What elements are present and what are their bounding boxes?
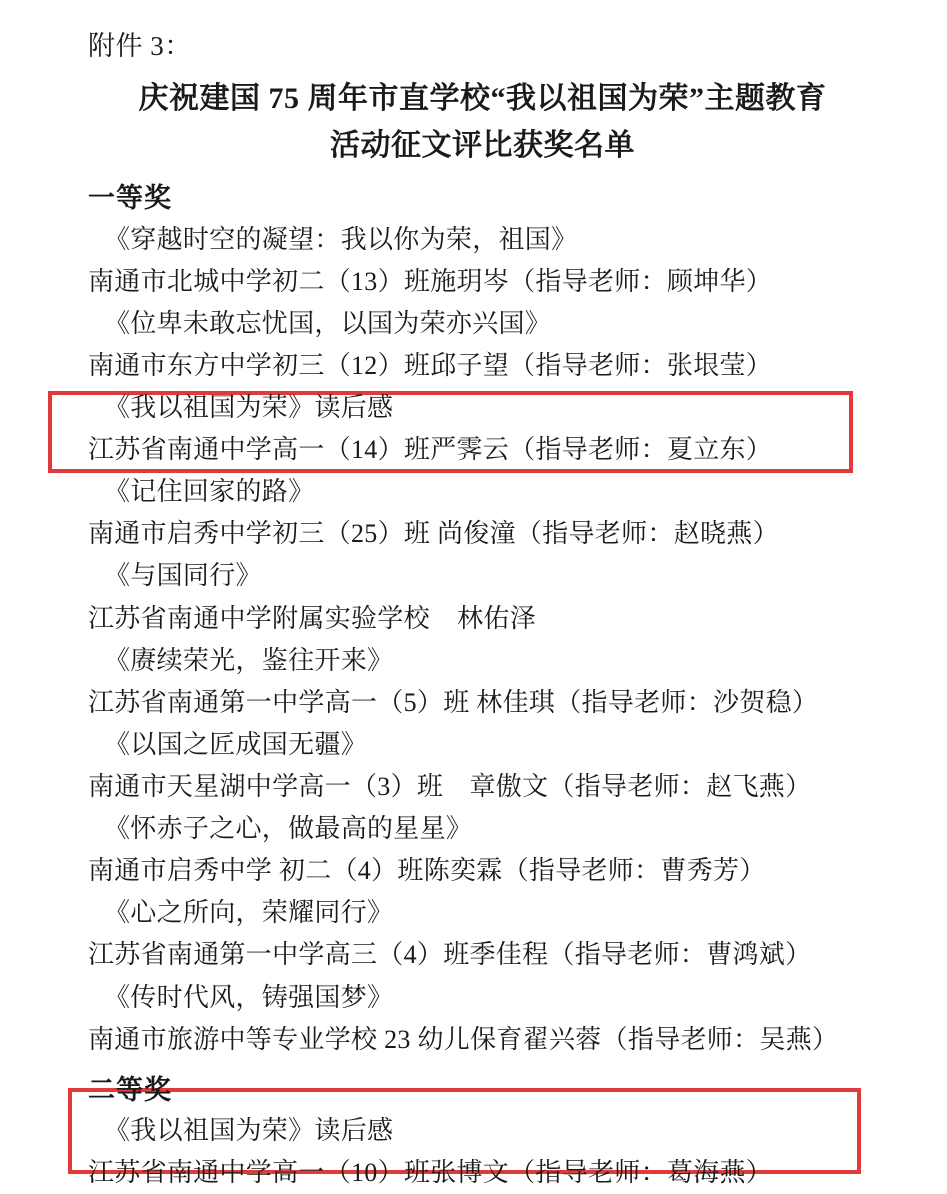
award-heading-first-prize: 一等奖 <box>88 183 172 214</box>
entry-title: 《与国同行》 <box>104 561 262 591</box>
entry-title: 《以国之匠成国无疆》 <box>104 729 368 759</box>
entry-credit: 南通市启秀中学 初二（4）班陈奕霖（指导老师：曹秀芳） <box>88 856 766 886</box>
attachment-label: 附件 3： <box>88 31 192 61</box>
entry-credit-highlighted: 江苏省南通中学高一（10）班张博文（指导老师：葛海燕） <box>88 1157 773 1187</box>
entry-title: 《传时代风，铸强国梦》 <box>104 982 394 1012</box>
page-title <box>88 76 877 169</box>
entry-title-highlighted: 《我以祖国为荣》读后感 <box>104 1115 394 1145</box>
entry-title: 《赓续荣光，鉴往开来》 <box>104 645 394 675</box>
document-content <box>88 30 877 1194</box>
entry-credit: 南通市北城中学初二（13）班施玥岑（指导老师：顾坤华） <box>88 266 773 296</box>
entry-title: 《心之所向，荣耀同行》 <box>104 898 394 928</box>
entry-credit: 南通市天星湖中学高一（3）班 章傲文（指导老师：赵飞燕） <box>88 771 812 801</box>
entry-title: 《穿越时空的凝望：我以你为荣，祖国》 <box>104 224 578 254</box>
entry-title-highlighted: 《我以祖国为荣》读后感 <box>104 392 394 422</box>
award-heading-second-prize: 二等奖 <box>88 1074 172 1105</box>
entry-title: 《记住回家的路》 <box>104 477 315 507</box>
entry-credit: 南通市启秀中学初三（25）班 尚俊潼（指导老师：赵晓燕） <box>88 519 779 549</box>
entry-title: 《位卑未敢忘忧国，以国为荣亦兴国》 <box>104 308 552 338</box>
entry-credit-highlighted: 江苏省南通中学高一（14）班严霁云（指导老师：夏立东） <box>88 435 773 465</box>
entry-credit: 江苏省南通第一中学高一（5）班 林佳琪（指导老师：沙贺稳） <box>88 687 819 717</box>
page-title-line-2: 活动征文评比获奖名单 <box>330 128 635 162</box>
entry-title: 《怀赤子之心，做最高的星星》 <box>104 814 473 844</box>
entry-credit: 南通市东方中学初三（12）班邱子望（指导老师：张垠莹） <box>88 350 773 380</box>
entry-credit: 南通市旅游中等专业学校 23 幼儿保育翟兴蓉（指导老师：吴燕） <box>88 1024 839 1054</box>
entry-credit: 江苏省南通中学附属实验学校 林佑泽 <box>88 603 537 633</box>
entry-credit: 江苏省南通第一中学高三（4）班季佳程（指导老师：曹鸿斌） <box>88 940 812 970</box>
page-title-line-1: 庆祝建国 75 周年市直学校“我以祖国为荣”主题教育 <box>138 82 827 116</box>
